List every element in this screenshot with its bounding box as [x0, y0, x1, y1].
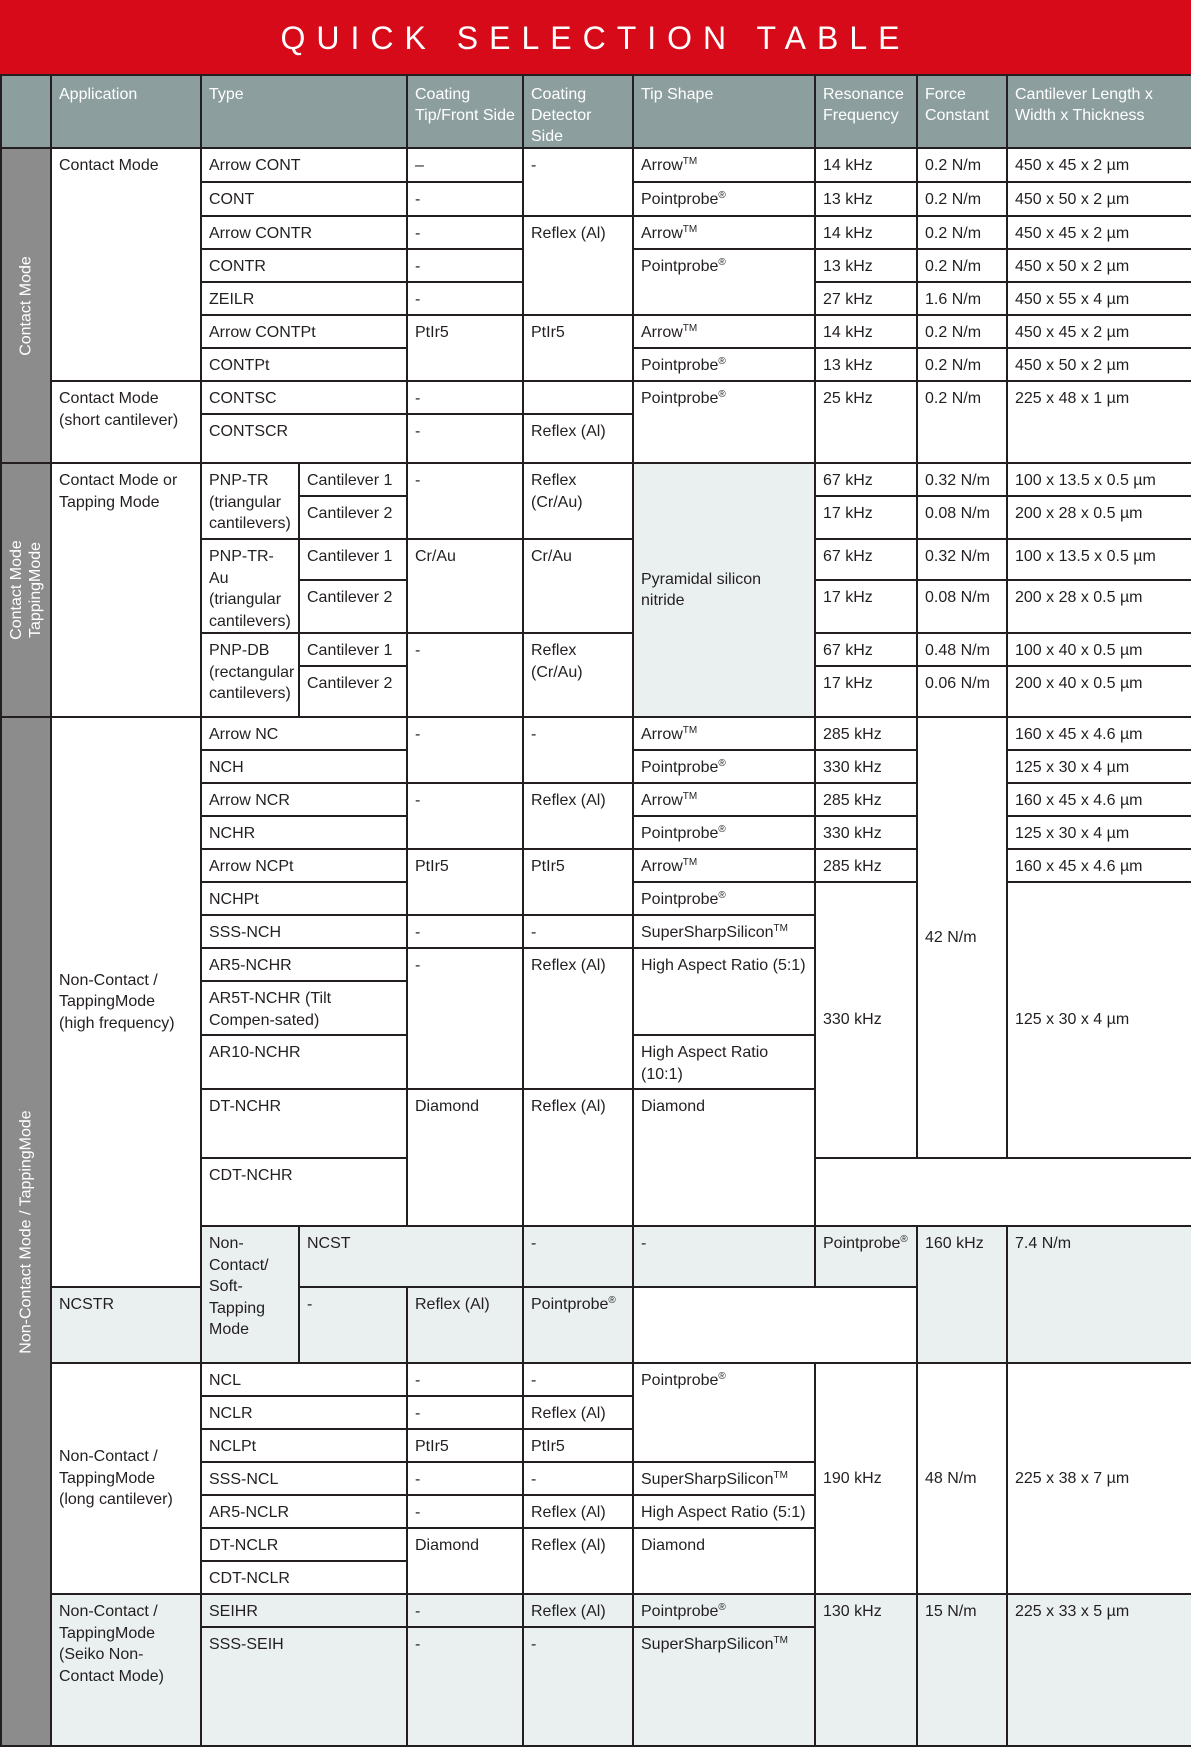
tip-shape-cell: High Aspect Ratio (5:1)	[633, 948, 815, 1035]
coating-detector-cell: -	[523, 1627, 633, 1746]
section-band	[1, 148, 51, 463]
coating-tip-cell: -	[407, 1495, 523, 1528]
dimension-cell: 125 x 30 x 4 µm	[1007, 750, 1191, 783]
coating-detector-cell: Reflex (Al)	[523, 216, 633, 315]
tip-shape-cell: Pointprobe®	[633, 1363, 815, 1462]
frequency-cell: 130 kHz	[815, 1594, 917, 1746]
coating-detector-cell: Reflex (Al)	[523, 1089, 633, 1226]
frequency-cell: 285 kHz	[815, 849, 917, 882]
header-coating-tip: Coating Tip/Front Side	[407, 75, 523, 148]
force-cell: 42 N/m	[917, 717, 1007, 1158]
frequency-cell: 67 kHz	[815, 463, 917, 496]
dimension-cell: 100 x 13.5 x 0.5 µm	[1007, 539, 1191, 580]
registered-mark: ®	[718, 389, 726, 400]
tip-shape-cell: Pointprobe®	[633, 249, 815, 315]
dimension-cell: 200 x 40 x 0.5 µm	[1007, 666, 1191, 717]
registered-mark: ®	[718, 257, 726, 268]
dimension-cell: 100 x 40 x 0.5 µm	[1007, 633, 1191, 666]
frequency-cell: 14 kHz	[815, 315, 917, 348]
type-cell: SSS-SEIH	[201, 1627, 407, 1746]
tip-shape-cell: SuperSharpSilicon™	[633, 1627, 815, 1746]
coating-tip-cell: -	[407, 633, 523, 717]
tip-shape-cell: High Aspect Ratio (10:1)	[633, 1035, 815, 1089]
coating-tip-cell: -	[407, 381, 523, 414]
frequency-cell: 285 kHz	[815, 783, 917, 816]
coating-detector-cell: Reflex (Al)	[523, 1396, 633, 1429]
type-cell: NCHR	[201, 816, 407, 849]
header-row	[1, 75, 1191, 148]
tip-shape-cell: Pointprobe®	[633, 182, 815, 216]
frequency-cell: 14 kHz	[815, 148, 917, 182]
frequency-cell: 330 kHz	[815, 816, 917, 849]
table-row	[1, 463, 1191, 496]
type-cell: Arrow CONTPt	[201, 315, 407, 348]
registered-mark: ®	[718, 1602, 726, 1613]
application-cell: Non-Contact / TappingMode (Seiko Non-Contact Mode)	[51, 1594, 201, 1746]
type-cell: SSS-NCL	[201, 1462, 407, 1495]
force-cell: 0.2 N/m	[917, 182, 1007, 216]
cantilever-cell: Cantilever 2	[299, 580, 407, 633]
force-cell: 0.2 N/m	[917, 148, 1007, 182]
coating-tip-cell: -	[407, 1396, 523, 1429]
coating-tip-cell: PtIr5	[407, 849, 523, 915]
coating-tip-cell: -	[407, 1462, 523, 1495]
coating-tip-cell: –	[407, 148, 523, 182]
frequency-cell: 13 kHz	[815, 348, 917, 381]
type-cell: AR5T-NCHR (Tilt Compen-sated)	[201, 981, 407, 1035]
force-cell: 48 N/m	[917, 1363, 1007, 1594]
header-force-constant: Force Constant	[917, 75, 1007, 148]
dimension-cell: 450 x 50 x 2 µm	[1007, 348, 1191, 381]
force-cell: 0.08 N/m	[917, 496, 1007, 539]
dimension-cell: 225 x 38 x 7 µm	[1007, 1363, 1191, 1594]
coating-tip-cell: Diamond	[407, 1528, 523, 1594]
force-cell: 0.2 N/m	[917, 381, 1007, 463]
title-banner	[0, 0, 1191, 74]
dimension-cell: 100 x 13.5 x 0.5 µm	[1007, 463, 1191, 496]
table-row	[1, 1363, 1191, 1396]
frequency-cell: 67 kHz	[815, 633, 917, 666]
trademark-mark: TM	[682, 857, 698, 868]
type-cell: Arrow NC	[201, 717, 407, 750]
coating-tip-cell: -	[407, 1594, 523, 1627]
trademark-mark: TM	[682, 791, 698, 802]
force-cell: 0.48 N/m	[917, 633, 1007, 666]
coating-tip-cell: -	[407, 783, 523, 849]
type-cell: NCH	[201, 750, 407, 783]
table-row	[1, 148, 1191, 182]
dimension-cell: 225 x 33 x 5 µm	[1007, 1594, 1191, 1746]
application-cell: Non-Contact / TappingMode (high frequency)	[51, 717, 201, 1287]
section-label: Contact Mode TappingMode	[8, 540, 44, 640]
cantilever-cell: Cantilever 1	[299, 633, 407, 666]
table-row	[1, 381, 1191, 414]
coating-detector-cell: Reflex (Al)	[523, 948, 633, 1089]
type-cell: CONTSCR	[201, 414, 407, 463]
type-cell: NCLR	[201, 1396, 407, 1429]
type-cell: AR10-NCHR	[201, 1035, 407, 1089]
type-cell: PNP-DB (rectangular cantilevers)	[201, 633, 299, 717]
coating-tip-cell: Cr/Au	[407, 539, 523, 633]
tip-shape-cell: Pointprobe®	[633, 348, 815, 381]
coating-tip-cell: -	[407, 182, 523, 216]
type-cell: CDT-NCLR	[201, 1561, 407, 1594]
trademark-mark: TM	[682, 323, 698, 334]
section-band	[1, 717, 51, 1746]
header-type: Type	[201, 75, 407, 148]
coating-tip-cell: -	[523, 1226, 633, 1287]
tip-shape-cell: Diamond	[633, 1528, 815, 1594]
coating-tip-cell: -	[407, 1627, 523, 1746]
coating-tip-cell: -	[407, 915, 523, 948]
coating-detector-cell: Reflex (Cr/Au)	[523, 633, 633, 717]
dimension-cell: 450 x 55 x 4 µm	[1007, 282, 1191, 315]
header-resonance-frequency: Resonance Frequency	[815, 75, 917, 148]
registered-mark: ®	[900, 1234, 908, 1245]
tip-shape-cell: Pointprobe®	[633, 882, 815, 915]
coating-detector-cell: Reflex (Al)	[407, 1287, 523, 1363]
frequency-cell: 14 kHz	[815, 216, 917, 249]
type-cell: DT-NCLR	[201, 1528, 407, 1561]
type-cell: ZEILR	[201, 282, 407, 315]
coating-tip-cell: Diamond	[407, 1089, 523, 1226]
header-tip-shape: Tip Shape	[633, 75, 815, 148]
registered-mark: ®	[718, 1371, 726, 1382]
page-title: QUICK SELECTION TABLE	[280, 20, 911, 56]
type-cell: Arrow NCR	[201, 783, 407, 816]
registered-mark: ®	[718, 758, 726, 769]
application-cell: Contact Mode	[51, 148, 201, 381]
coating-detector-cell: Reflex (Al)	[523, 1528, 633, 1594]
coating-detector-cell: -	[523, 148, 633, 216]
type-cell: PNP-TR-Au (triangular cantilevers)	[201, 539, 299, 633]
tip-shape-cell: Pointprobe®	[633, 1594, 815, 1627]
frequency-cell: 25 kHz	[815, 381, 917, 463]
frequency-cell: 330 kHz	[815, 750, 917, 783]
coating-tip-cell: -	[407, 282, 523, 315]
coating-detector-cell	[523, 381, 633, 414]
force-cell: 1.6 N/m	[917, 282, 1007, 315]
coating-detector-cell: -	[523, 717, 633, 783]
coating-tip-cell: -	[407, 414, 523, 463]
section-label: Contact Mode	[17, 255, 35, 356]
cantilever-cell: Cantilever 1	[299, 463, 407, 496]
type-cell: SEIHR	[201, 1594, 407, 1627]
registered-mark: ®	[718, 356, 726, 367]
trademark-mark: TM	[682, 725, 698, 736]
tip-shape-cell: High Aspect Ratio (5:1)	[633, 1495, 815, 1528]
frequency-cell: 67 kHz	[815, 539, 917, 580]
coating-tip-cell: PtIr5	[407, 315, 523, 381]
coating-detector-cell: Reflex (Al)	[523, 414, 633, 463]
coating-detector-cell: Reflex (Cr/Au)	[523, 463, 633, 539]
type-cell: NCLPt	[201, 1429, 407, 1462]
tip-shape-cell: Arrow™	[633, 849, 815, 882]
dimension-cell: 450 x 50 x 2 µm	[1007, 249, 1191, 282]
dimension-cell: 160 x 45 x 4.6 µm	[1007, 717, 1191, 750]
dimension-cell: 450 x 45 x 2 µm	[1007, 216, 1191, 249]
type-cell: DT-NCHR	[201, 1089, 407, 1158]
dimension-cell: 200 x 28 x 0.5 µm	[1007, 496, 1191, 539]
registered-mark: ®	[718, 824, 726, 835]
frequency-cell: 190 kHz	[815, 1363, 917, 1594]
tip-shape-cell: Pointprobe®	[523, 1287, 633, 1363]
frequency-cell: 17 kHz	[815, 666, 917, 717]
tip-shape-cell: Pyramidal silicon nitride	[633, 463, 815, 717]
type-cell: NCL	[201, 1363, 407, 1396]
dimension-cell: 125 x 30 x 4 µm	[1007, 882, 1191, 1158]
coating-tip-cell: -	[299, 1287, 407, 1363]
coating-detector-cell: PtIr5	[523, 1429, 633, 1462]
type-cell: NCST	[299, 1226, 523, 1287]
trademark-mark: TM	[773, 923, 788, 934]
header-corner	[1, 75, 51, 148]
force-cell: 0.08 N/m	[917, 580, 1007, 633]
trademark-mark: TM	[773, 1635, 788, 1646]
type-cell: CONTPt	[201, 348, 407, 381]
coating-detector-cell: -	[523, 1363, 633, 1396]
type-cell: Arrow NCPt	[201, 849, 407, 882]
force-cell: 15 N/m	[917, 1594, 1007, 1746]
tip-shape-cell: Arrow™	[633, 148, 815, 182]
dimension-cell: 450 x 45 x 2 µm	[1007, 315, 1191, 348]
tip-shape-cell: SuperSharpSilicon™	[633, 915, 815, 948]
frequency-cell: 285 kHz	[815, 717, 917, 750]
section-band	[1, 463, 51, 717]
coating-detector-cell: Reflex (Al)	[523, 1594, 633, 1627]
type-cell: CONTR	[201, 249, 407, 282]
type-cell: CONTSC	[201, 381, 407, 414]
coating-detector-cell: -	[523, 915, 633, 948]
frequency-cell: 13 kHz	[815, 249, 917, 282]
tip-shape-cell: Diamond	[633, 1089, 815, 1226]
tip-shape-cell: Pointprobe®	[633, 381, 815, 463]
frequency-cell: 17 kHz	[815, 580, 917, 633]
coating-tip-cell: -	[407, 948, 523, 1089]
frequency-cell: 330 kHz	[815, 882, 917, 1158]
header-dimensions: Cantilever Length x Width x Thickness	[1007, 75, 1191, 148]
frequency-cell: 160 kHz	[917, 1226, 1007, 1363]
coating-tip-cell: PtIr5	[407, 1429, 523, 1462]
type-cell: Arrow CONTR	[201, 216, 407, 249]
tip-shape-cell: Arrow™	[633, 783, 815, 816]
type-cell: Arrow CONT	[201, 148, 407, 182]
tip-shape-cell: Pointprobe®	[633, 816, 815, 849]
trademark-mark: TM	[773, 1470, 788, 1481]
coating-detector-cell: -	[523, 1462, 633, 1495]
type-cell: NCSTR	[51, 1287, 299, 1363]
force-cell: 7.4 N/m	[1007, 1226, 1191, 1363]
coating-tip-cell: -	[407, 717, 523, 783]
tip-shape-cell: Arrow™	[633, 216, 815, 249]
dimension-cell: 225 x 48 x 1 µm	[1007, 381, 1191, 463]
cantilever-cell: Cantilever 2	[299, 496, 407, 539]
coating-detector-cell: Reflex (Al)	[523, 783, 633, 849]
table-row	[1, 717, 1191, 750]
coating-detector-cell: Reflex (Al)	[523, 1495, 633, 1528]
tip-shape-cell: Arrow™	[633, 717, 815, 750]
force-cell: 0.32 N/m	[917, 539, 1007, 580]
frequency-cell: 13 kHz	[815, 182, 917, 216]
coating-detector-cell: PtIr5	[523, 315, 633, 381]
coating-tip-cell: -	[407, 216, 523, 249]
tip-shape-cell: SuperSharpSilicon™	[633, 1462, 815, 1495]
force-cell: 0.2 N/m	[917, 315, 1007, 348]
type-cell: SSS-NCH	[201, 915, 407, 948]
dimension-cell: 450 x 45 x 2 µm	[1007, 148, 1191, 182]
dimension-cell: 450 x 50 x 2 µm	[1007, 182, 1191, 216]
tip-shape-cell: Pointprobe®	[815, 1226, 917, 1287]
header-coating-detector: Coating Detector Side	[523, 75, 633, 148]
force-cell: 0.32 N/m	[917, 463, 1007, 496]
tip-shape-cell: Pointprobe®	[633, 750, 815, 783]
section-label: Non-Contact Mode / TappingMode	[17, 1109, 35, 1354]
table-row	[1, 1594, 1191, 1627]
force-cell: 0.2 N/m	[917, 216, 1007, 249]
coating-detector-cell: Cr/Au	[523, 539, 633, 633]
dimension-cell: 160 x 45 x 4.6 µm	[1007, 849, 1191, 882]
dimension-cell: 125 x 30 x 4 µm	[1007, 816, 1191, 849]
dimension-cell: 160 x 45 x 4.6 µm	[1007, 783, 1191, 816]
application-cell: Contact Mode (short cantilever)	[51, 381, 201, 463]
coating-detector-cell: -	[633, 1226, 815, 1287]
coating-tip-cell: -	[407, 249, 523, 282]
tip-shape-cell: Arrow™	[633, 315, 815, 348]
cantilever-cell: Cantilever 1	[299, 539, 407, 580]
type-cell: PNP-TR (triangular cantilevers)	[201, 463, 299, 539]
type-cell: CDT-NCHR	[201, 1158, 407, 1227]
application-cell: Contact Mode or Tapping Mode	[51, 463, 201, 717]
trademark-mark: TM	[682, 224, 698, 235]
type-cell: AR5-NCHR	[201, 948, 407, 981]
force-cell: 0.2 N/m	[917, 249, 1007, 282]
type-cell: AR5-NCLR	[201, 1495, 407, 1528]
type-cell: CONT	[201, 182, 407, 216]
frequency-cell: 27 kHz	[815, 282, 917, 315]
coating-tip-cell: -	[407, 463, 523, 539]
registered-mark: ®	[608, 1295, 616, 1307]
application-cell: Non-Contact/ Soft-Tapping Mode	[201, 1226, 299, 1363]
application-cell: Non-Contact / TappingMode (long cantilever)	[51, 1363, 201, 1594]
header-application: Application	[51, 75, 201, 148]
trademark-mark: TM	[682, 156, 698, 167]
force-cell: 0.2 N/m	[917, 348, 1007, 381]
registered-mark: ®	[718, 890, 726, 901]
force-cell: 0.06 N/m	[917, 666, 1007, 717]
dimension-cell: 200 x 28 x 0.5 µm	[1007, 580, 1191, 633]
type-cell: NCHPt	[201, 882, 407, 915]
coating-detector-cell: PtIr5	[523, 849, 633, 915]
quick-selection-table	[0, 74, 1191, 1747]
frequency-cell: 17 kHz	[815, 496, 917, 539]
coating-tip-cell: -	[407, 1363, 523, 1396]
registered-mark: ®	[718, 190, 726, 201]
cantilever-cell: Cantilever 2	[299, 666, 407, 717]
